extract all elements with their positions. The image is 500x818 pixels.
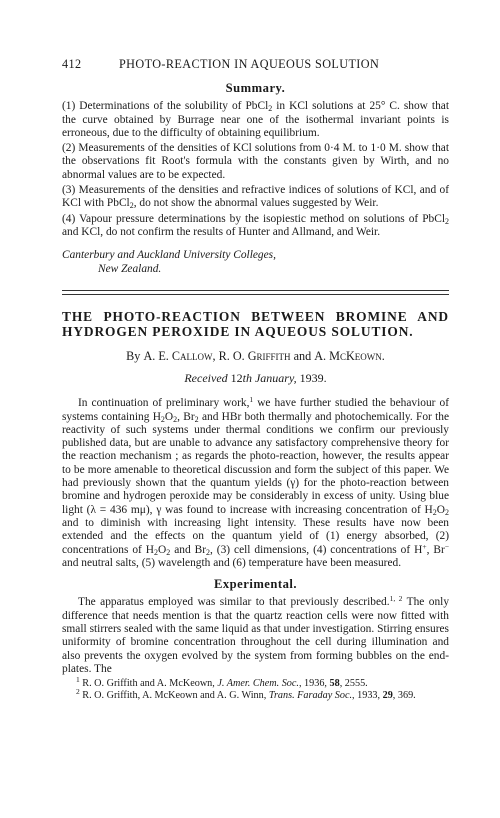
footnote-2: $^2$ R. O. Griffith, A. McKeown and A. G. Winn, Trans. Faraday Soc., 1933, 29, 369.: [76, 687, 416, 702]
footnote-1: $^1$ R. O. Griffith and A. McKeown, J. Amer. Chem. Soc., 1936, 58, 2555.: [76, 675, 368, 690]
author-address: [62, 249, 449, 276]
address-line-2: New Zealand.: [98, 262, 162, 275]
summary-heading: Summary.: [225, 81, 286, 95]
author-griffith: R. O. Griffith: [218, 348, 291, 363]
running-title: PHOTO-REACTION IN AQUEOUS SOLUTION: [119, 57, 380, 71]
summary-item-1: (1) Determinations of the solubility of PbCl$_2$ in KCl solutions at 25° C. show that the curve obtained by Burrage near one of the isothermal invariant points is erroneous, due to the difficulty of obtaining equilibrium.: [62, 100, 449, 139]
section-divider: [62, 290, 449, 295]
running-head: [62, 58, 449, 74]
page-number: 412: [62, 57, 82, 71]
received-date: Received 12th January, 1939.: [184, 370, 327, 385]
article-body: [62, 397, 449, 676]
footnote-ref: 1: [249, 395, 254, 405]
summary-list: [62, 100, 449, 239]
journal-page: [62, 58, 449, 702]
article-title: THE PHOTO-REACTION BETWEEN BROMINE AND HYDROGEN PEROXIDE IN AQUEOUS SOLUTION.: [62, 308, 449, 340]
summary-item-4: (4) Vapour pressure determinations by the isopiestic method on solutions of PbCl$_2$ and KCl, do not confirm the results of Hunter and Allmand, and Weir.: [62, 212, 449, 238]
intro-paragraph: In continuation of preliminary work,$^1$ we have further studied the behaviour of systems containing $H_2O_2$, $Br_2$ and HBr both thermally and photochemically. For the reactivity of such systems under thermal conditions we confirm our previously published data, but are unable to advance any satisfactory comprehensive theory for the reaction mechanism ; as regards the photo-reaction, however, the results appear to be more amenable to theoretical discussion and form the subject of this paper. We had previously shown that the quantum yields (γ) for the photo-reaction between bromine and hydrogen peroxide may be considerably in excess of unity. Using blue light (λ = 436 mμ), γ was found to increase with increasing concentration of $H_2O_2$ and to diminish with increasing light intensity. These results have now been extended and the effects on the quantum yield of (1) energy absorbed, (2) concentrations of $H_2O_2$ and $Br_2$, (3) cell dimensions, (4) concentrations of H+, Br− and neutral salts, (5) wavelength and (6) temperature have been measured.: [62, 395, 449, 569]
footnotes: [62, 675, 449, 702]
author-callow: A. E. Callow: [143, 348, 213, 363]
author-mckeown: A. McKeown.: [314, 348, 385, 363]
footnote-refs: 1, 2: [389, 594, 403, 604]
experimental-paragraph: The apparatus employed was similar to that previously described.$^{1, 2}$ The only difference that needs mention is that the quartz reaction cells were now fitted with small stirrers sealed with the same liquid as that under investigation. Stirring ensures uniformity of bromine concentration throughout the cell during illumination and also prevents the oxygen evolved by the system from forming bubbles on the end-plates. The: [62, 594, 450, 675]
summary-item-3: (3) Measurements of the densities and refractive indices of solutions of KCl, and of KCl with PbCl$_2$, do not show the abnormal values suggested by Weir.: [62, 184, 449, 211]
article-authors: By A. E. Callow, R. O. Griffith and A. McKeown.: [126, 348, 385, 363]
address-line-1: Canterbury and Auckland University Colleges,: [62, 249, 276, 262]
summary-item-2: (2) Measurements of the densities of KCl solutions from 0·4 M. to 1·0 M. show that the observations fit Root's formula with the constants given by Wirth, and no abnormal values are to be expected.: [62, 142, 449, 181]
experimental-heading: Experimental.: [213, 577, 298, 592]
